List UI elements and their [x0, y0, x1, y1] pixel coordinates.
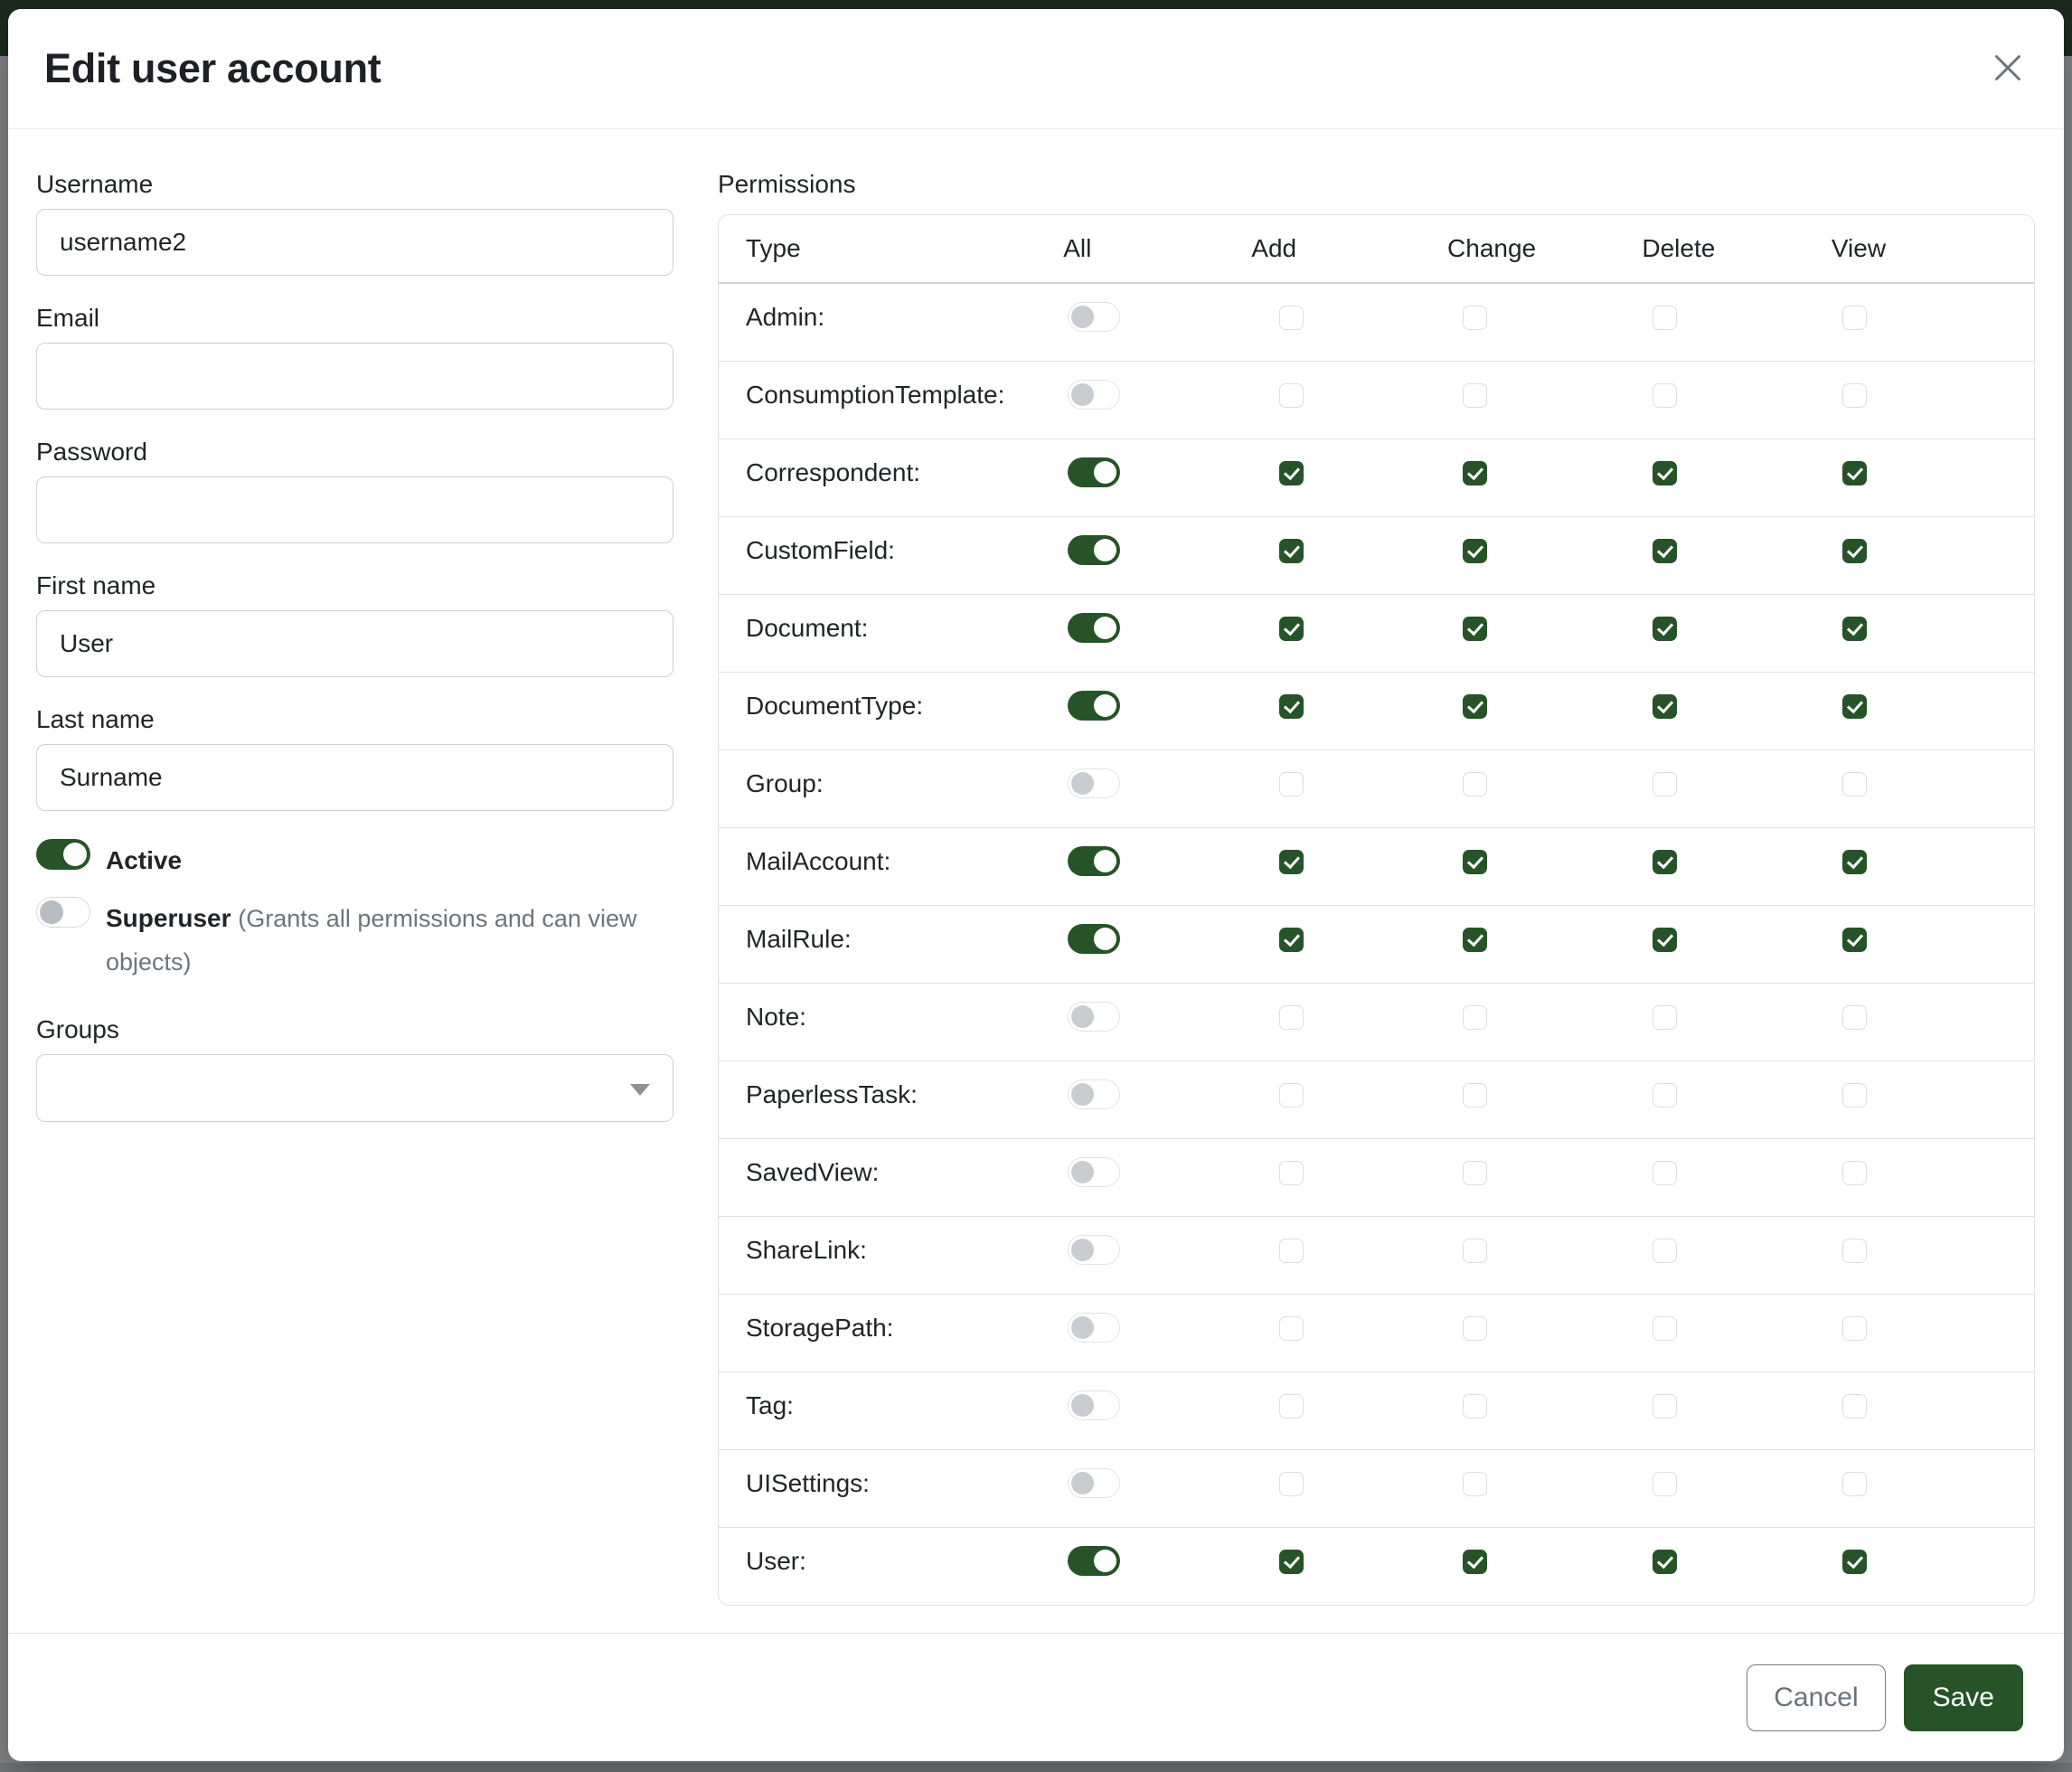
permission-change-checkbox[interactable] [1463, 928, 1487, 952]
permission-delete-checkbox[interactable] [1653, 1161, 1677, 1185]
column-header-all: All [1063, 215, 1251, 283]
permission-change-checkbox[interactable] [1463, 772, 1487, 796]
permission-type-label: Document: [746, 613, 869, 642]
toggle-knob [1071, 1161, 1094, 1183]
permission-delete-checkbox[interactable] [1653, 1239, 1677, 1263]
permission-add-checkbox[interactable] [1279, 694, 1304, 719]
permission-row [719, 594, 2034, 672]
permission-all-toggle[interactable] [1068, 768, 1120, 798]
permission-add-checkbox[interactable] [1279, 1394, 1304, 1419]
password-input[interactable] [36, 476, 673, 543]
password-label: Password [36, 438, 147, 466]
permission-type-label: UISettings: [746, 1468, 870, 1497]
permission-view-checkbox[interactable] [1842, 1239, 1867, 1263]
toggle-knob [1071, 1083, 1094, 1106]
permission-view-checkbox[interactable] [1842, 1550, 1867, 1574]
active-toggle[interactable] [36, 839, 90, 870]
toggle-knob [1071, 1239, 1094, 1261]
permission-view-checkbox[interactable] [1842, 694, 1867, 719]
permission-all-toggle[interactable] [1068, 380, 1120, 410]
permission-delete-checkbox[interactable] [1653, 1394, 1677, 1419]
permission-all-toggle[interactable] [1068, 1235, 1120, 1265]
permission-all-toggle[interactable] [1068, 1157, 1120, 1187]
permission-all-toggle[interactable] [1068, 924, 1120, 954]
toggle-knob [1071, 1316, 1094, 1339]
dropdown-caret-icon [630, 1084, 650, 1096]
save-button[interactable]: Save [1904, 1664, 2023, 1731]
toggle-knob [1071, 383, 1094, 406]
permission-all-toggle[interactable] [1068, 1390, 1120, 1420]
username-label: Username [36, 170, 154, 198]
permission-all-toggle[interactable] [1068, 535, 1120, 565]
email-label: Email [36, 304, 100, 332]
permission-view-checkbox[interactable] [1842, 928, 1867, 952]
permission-delete-checkbox[interactable] [1653, 617, 1677, 641]
toggle-knob [1094, 539, 1116, 561]
active-label: Active [106, 846, 183, 874]
username-field-group [36, 170, 673, 276]
permissions-header-row [719, 215, 2034, 283]
permission-all-toggle[interactable] [1068, 846, 1120, 876]
permission-delete-checkbox[interactable] [1653, 461, 1677, 485]
permission-change-checkbox[interactable] [1463, 1005, 1487, 1030]
permission-add-checkbox[interactable] [1279, 1550, 1304, 1574]
permission-view-checkbox[interactable] [1842, 1316, 1867, 1341]
permission-add-checkbox[interactable] [1279, 383, 1304, 408]
permission-all-toggle[interactable] [1068, 1002, 1120, 1032]
toggle-knob [1071, 1394, 1094, 1417]
permission-view-checkbox[interactable] [1842, 617, 1867, 641]
password-field-group [36, 438, 673, 543]
toggle-knob [1094, 461, 1116, 484]
permission-change-checkbox[interactable] [1463, 617, 1487, 641]
groups-field-group [36, 1015, 673, 1122]
toggle-knob [1071, 1005, 1094, 1028]
toggle-knob [40, 900, 63, 924]
first-name-label: First name [36, 571, 156, 599]
permission-all-toggle[interactable] [1068, 1468, 1120, 1498]
permission-add-checkbox[interactable] [1279, 1161, 1304, 1185]
permissions-label: Permissions [718, 170, 856, 198]
toggle-knob [1071, 1472, 1094, 1494]
page-background-footer [0, 1763, 2072, 1772]
permission-change-checkbox[interactable] [1463, 1161, 1487, 1185]
permission-view-checkbox[interactable] [1842, 539, 1867, 563]
permission-row [719, 1138, 2034, 1216]
last-name-input[interactable] [36, 744, 673, 811]
permission-delete-checkbox[interactable] [1653, 383, 1677, 408]
permission-type-label: Admin: [746, 303, 825, 331]
permissions-section [718, 170, 2035, 1633]
permission-add-checkbox[interactable] [1279, 850, 1304, 874]
permission-delete-checkbox[interactable] [1653, 928, 1677, 952]
permission-type-label: SavedView: [746, 1157, 880, 1186]
permissions-table-body [719, 283, 2034, 1605]
permission-type-label: ConsumptionTemplate: [746, 380, 1005, 409]
permission-change-checkbox[interactable] [1463, 850, 1487, 874]
user-form [36, 170, 673, 1633]
permission-view-checkbox[interactable] [1842, 306, 1867, 330]
permission-add-checkbox[interactable] [1279, 772, 1304, 796]
toggle-knob [1094, 617, 1116, 639]
permission-row [719, 438, 2034, 516]
permission-all-toggle[interactable] [1068, 613, 1120, 643]
permission-row [719, 361, 2034, 438]
permission-add-checkbox[interactable] [1279, 539, 1304, 563]
permission-row [719, 516, 2034, 594]
superuser-toggle-row [36, 897, 673, 984]
permission-add-checkbox[interactable] [1279, 1472, 1304, 1496]
permission-delete-checkbox[interactable] [1653, 772, 1677, 796]
permission-row [719, 749, 2034, 827]
permission-change-checkbox[interactable] [1463, 383, 1487, 408]
permission-view-checkbox[interactable] [1842, 1472, 1867, 1496]
permission-delete-checkbox[interactable] [1653, 1550, 1677, 1574]
permission-delete-checkbox[interactable] [1653, 1316, 1677, 1341]
toggle-knob [1094, 694, 1116, 717]
permission-delete-checkbox[interactable] [1653, 694, 1677, 719]
permission-type-label: Tag: [746, 1390, 794, 1419]
permission-all-toggle[interactable] [1068, 1313, 1120, 1343]
close-button[interactable] [1984, 45, 2031, 92]
permission-delete-checkbox[interactable] [1653, 306, 1677, 330]
permission-change-checkbox[interactable] [1463, 461, 1487, 485]
superuser-toggle[interactable] [36, 897, 90, 928]
groups-label: Groups [36, 1015, 119, 1043]
permission-all-toggle[interactable] [1068, 1546, 1120, 1576]
last-name-label: Last name [36, 705, 155, 733]
permission-change-checkbox[interactable] [1463, 306, 1487, 330]
column-header-add: Add [1251, 215, 1447, 283]
permission-row [719, 1527, 2034, 1605]
active-toggle-row [36, 839, 673, 882]
email-field-group [36, 304, 673, 410]
permission-type-label: PaperlessTask: [746, 1079, 918, 1108]
permission-delete-checkbox[interactable] [1653, 1472, 1677, 1496]
permission-add-checkbox[interactable] [1279, 1005, 1304, 1030]
toggle-knob [1094, 1550, 1116, 1572]
permission-type-label: Group: [746, 768, 824, 797]
modal-title: Edit user account [44, 45, 381, 91]
permission-type-label: CustomField: [746, 535, 895, 564]
permission-type-label: Note: [746, 1002, 806, 1031]
permission-view-checkbox[interactable] [1842, 1394, 1867, 1419]
permission-add-checkbox[interactable] [1279, 928, 1304, 952]
superuser-note: (Grants all permissions and can view objects) [106, 905, 637, 976]
email-input[interactable] [36, 343, 673, 410]
username-input[interactable] [36, 209, 673, 276]
permission-type-label: User: [746, 1546, 806, 1575]
permission-all-toggle[interactable] [1068, 1079, 1120, 1109]
permission-add-checkbox[interactable] [1279, 1239, 1304, 1263]
permission-change-checkbox[interactable] [1463, 539, 1487, 563]
permission-add-checkbox[interactable] [1279, 617, 1304, 641]
column-header-change: Change [1447, 215, 1642, 283]
groups-select[interactable] [36, 1054, 673, 1122]
permission-row [719, 283, 2034, 361]
edit-user-modal [8, 9, 2064, 1761]
permission-add-checkbox[interactable] [1279, 1083, 1304, 1108]
permission-delete-checkbox[interactable] [1653, 850, 1677, 874]
permission-view-checkbox[interactable] [1842, 772, 1867, 796]
permission-delete-checkbox[interactable] [1653, 1083, 1677, 1108]
permission-view-checkbox[interactable] [1842, 1005, 1867, 1030]
permission-change-checkbox[interactable] [1463, 1394, 1487, 1419]
last-name-field-group [36, 705, 673, 811]
permission-type-label: Correspondent: [746, 457, 921, 486]
close-icon [1988, 48, 2028, 90]
permission-change-checkbox[interactable] [1463, 1239, 1487, 1263]
modal-body [8, 129, 2064, 1633]
permission-row [719, 672, 2034, 749]
permission-row [719, 983, 2034, 1060]
modal-footer [8, 1633, 2064, 1761]
permission-change-checkbox[interactable] [1463, 1316, 1487, 1341]
permission-row [719, 1449, 2034, 1527]
permissions-table [718, 214, 2035, 1606]
permission-change-checkbox[interactable] [1463, 1083, 1487, 1108]
permission-type-label: ShareLink: [746, 1235, 867, 1264]
toggle-knob [1094, 928, 1116, 950]
column-header-type: Type [719, 215, 1063, 283]
permission-view-checkbox[interactable] [1842, 1083, 1867, 1108]
permission-all-toggle[interactable] [1068, 302, 1120, 332]
permission-type-label: MailRule: [746, 924, 852, 953]
permission-row [719, 1060, 2034, 1138]
permission-add-checkbox[interactable] [1279, 1316, 1304, 1341]
permission-add-checkbox[interactable] [1279, 461, 1304, 485]
permission-change-checkbox[interactable] [1463, 1472, 1487, 1496]
permission-row [719, 905, 2034, 983]
permission-type-label: StoragePath: [746, 1313, 894, 1342]
permission-change-checkbox[interactable] [1463, 694, 1487, 719]
permission-change-checkbox[interactable] [1463, 1550, 1487, 1574]
permission-view-checkbox[interactable] [1842, 1161, 1867, 1185]
permission-row [719, 1371, 2034, 1449]
permission-row [719, 1294, 2034, 1371]
permission-delete-checkbox[interactable] [1653, 539, 1677, 563]
toggle-knob [1094, 850, 1116, 872]
permission-type-label: DocumentType: [746, 691, 924, 720]
permission-all-toggle[interactable] [1068, 457, 1120, 487]
permission-delete-checkbox[interactable] [1653, 1005, 1677, 1030]
first-name-input[interactable] [36, 610, 673, 677]
toggle-knob [1071, 306, 1094, 328]
permission-view-checkbox[interactable] [1842, 461, 1867, 485]
superuser-label: Superuser [106, 904, 231, 932]
column-header-delete: Delete [1642, 215, 1832, 283]
permission-add-checkbox[interactable] [1279, 306, 1304, 330]
permission-row [719, 1216, 2034, 1294]
column-header-view: View [1832, 215, 2034, 283]
permission-view-checkbox[interactable] [1842, 383, 1867, 408]
permission-view-checkbox[interactable] [1842, 850, 1867, 874]
modal-header [8, 9, 2064, 129]
permission-type-label: MailAccount: [746, 846, 891, 875]
first-name-field-group [36, 571, 673, 677]
permission-row [719, 827, 2034, 905]
permission-all-toggle[interactable] [1068, 691, 1120, 721]
cancel-button[interactable]: Cancel [1747, 1664, 1885, 1731]
toggle-knob [63, 843, 87, 866]
toggle-knob [1071, 772, 1094, 795]
